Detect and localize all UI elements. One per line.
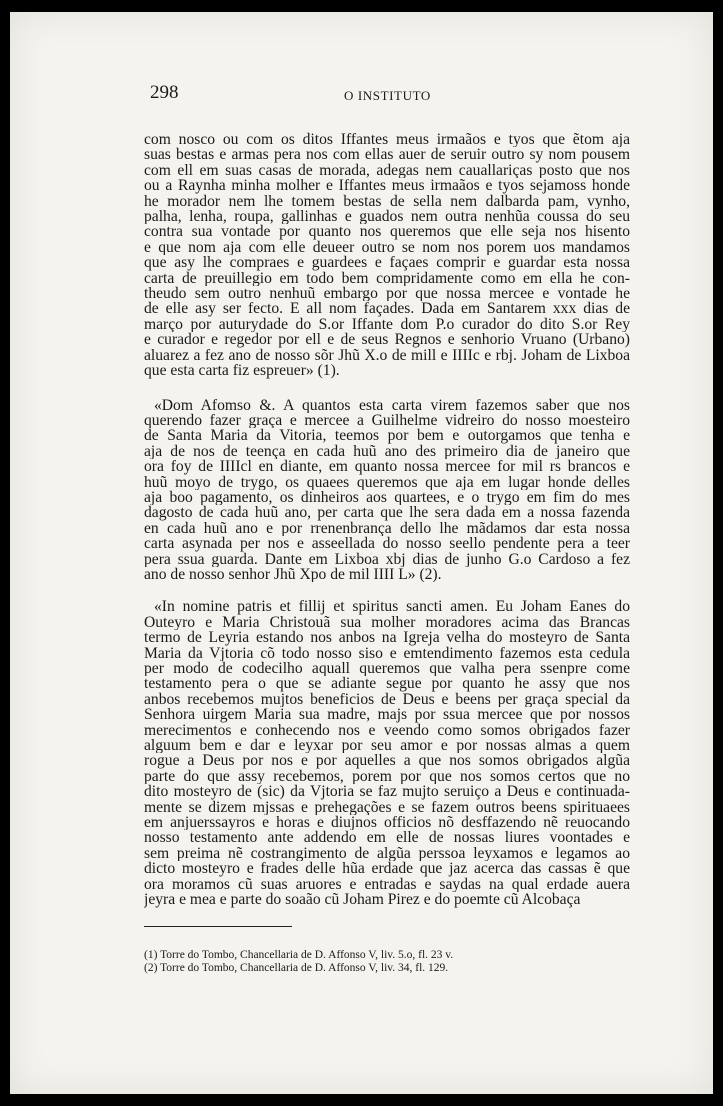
book-page bbox=[10, 12, 713, 1094]
text-line: ora foy de IIIIcl en diante, em quanto nossa mercee for mil rs brancos e bbox=[144, 459, 630, 475]
text-line: Outeyro e Maria Christouã sua molher moradores acima das Brancas bbox=[144, 614, 630, 631]
text-line: e que nom aja com elle deueer outro se nom nos porem uos mandamos bbox=[144, 239, 630, 256]
text-line: dicto mosteyro e frades delle hũa erdade que jaz acerca das cassas ẽ que bbox=[144, 861, 630, 877]
text-line: aluarez a fez ano de nosso sõr Jhũ X.o de mill e IIIIc e rbj. Joham de Lixboa bbox=[144, 347, 630, 364]
text-line: huũ moyo de trygo, os quaees queremos que aja em lugar honde delles bbox=[144, 474, 630, 490]
text-line: e curador e regedor por ell e de seus Regnos e senhorio Vruano (Urbano) bbox=[144, 332, 630, 348]
text-line: de elle asy ser fecto. E all nom façades. Dada em Santarem xxx dias de bbox=[144, 301, 630, 317]
text-line: pera ssua guarda. Dante em Lixboa xbj dias de junho G.o Cardoso a fez bbox=[144, 551, 630, 567]
text-line: dagosto de cada huũ ano, per carta que lhe sera dada em a nossa fazenda bbox=[144, 505, 630, 521]
text-line: com nosco ou com os ditos Iffantes meus irmaãos e tyos que ẽtom aja bbox=[144, 132, 630, 148]
text-line: Senhora uirgem Maria sua madre, majs por ssua mercee que por nossos bbox=[144, 707, 630, 723]
footnotes bbox=[144, 949, 630, 975]
text-line: carta asynada per nos e asseellada do nosso seello pendente pera a teer bbox=[144, 536, 630, 552]
paragraph-1 bbox=[144, 132, 630, 379]
text-line: anbos recebemos mujtos beneficios de Deus e beens per graça special da bbox=[144, 691, 630, 708]
text-line: aja boo pagamento, os dinheiros aos quartees, e o trygo em fim do mes bbox=[144, 489, 630, 506]
text-line: mente se dizem mjssas e prehegações e se fazem outros beens spirituaees bbox=[144, 799, 630, 816]
text-line: que esta carta fiz espreuer» (1). bbox=[144, 363, 340, 379]
text-line: carta de preuillegio em todo bem compridamente como em ella he con- bbox=[144, 270, 630, 287]
footnote-2: (2) Torre do Tombo, Chancellaria de D. Affonso V, liv. 34, fl. 129. bbox=[144, 961, 449, 974]
text-line: he morador nem lhe tomem bestas de sella nem dalbarda pam, vynho, bbox=[144, 193, 630, 210]
text-line: alguum bem e dar e leyxar por seu amor e por nossas almas a quem bbox=[144, 738, 630, 754]
text-line: termo de Leyria estando nos anbos na Igreja velha do mosteyro de Santa bbox=[144, 630, 630, 646]
text-line: em anjuerssayros e horas e diujnos officios nõ desffazendo nẽ reuocando bbox=[144, 815, 630, 831]
text-line: aja de nos de teença en cada huũ ano des primeiro dia de janeiro que bbox=[144, 443, 630, 460]
paragraph-2 bbox=[144, 398, 630, 583]
text-line: com ell em suas casas de morada, adegas nem cauallariças posto que nos bbox=[144, 162, 630, 179]
text-line: querendo fazer graça e mercee a Guilhelme vidreiro do nosso moesteiro bbox=[144, 412, 630, 429]
text-line: merecimentos e conhecendo nos e veendo como somos obrigados fazer bbox=[144, 722, 630, 739]
text-line: per modo de codecilho aquall queremos que valha pera ssenpre come bbox=[144, 661, 630, 677]
text-line: sem preima nẽ costrangimento de algũa perssoa leyxamos e legamos ao bbox=[144, 845, 630, 862]
footnote-1: (1) Torre do Tombo, Chancellaria de D. Affonso V, liv. 5.o, fl. 23 v. bbox=[144, 948, 454, 961]
text-line: ora moramos cũ suas aruores e entradas e saydas na qual erdade auera bbox=[144, 876, 630, 893]
text-line: rogue a Deus por nos e por aquelles a que nos somos obrigados algũa bbox=[144, 753, 630, 769]
footnote-rule bbox=[144, 926, 292, 927]
journal-title: O INSTITUTO bbox=[344, 88, 431, 103]
text-line: dito mosteyro de (sic) da Vjtoria se faz mujto seruiço a Deus e continuada- bbox=[144, 784, 630, 800]
paragraph-3 bbox=[144, 599, 630, 907]
text-line: ou a Raynha minha molher e Iffantes meus irmaãos e tyos sejamoss honde bbox=[144, 178, 630, 194]
text-line: testamento pera o que se adiante segue por quanto he assy que nos bbox=[144, 676, 630, 692]
text-line: parte do que assy recebemos, porem por que nos somos certos que no bbox=[144, 768, 630, 785]
text-line: suas bestas e armas pera nos com ellas auer de seruir outro sy nom pousem bbox=[144, 147, 630, 163]
text-line: «In nomine patris et fillij et spiritus sancti amen. Eu Joham Eanes do bbox=[154, 599, 630, 615]
text-line: ano de nosso senhor Jhũ Xpo de mil IIII L» (2). bbox=[144, 566, 442, 583]
text-line: contra sua vontade por quanto nos queremos que elle seja nos hisento bbox=[144, 224, 630, 240]
running-head bbox=[144, 82, 630, 106]
page-number: 298 bbox=[150, 82, 179, 103]
text-line: que asy lhe compraes e guardees e façaes comprir e guardar esta nossa bbox=[144, 255, 630, 271]
text-line: de Santa Maria da Vitoria, teemos por bem e outorgamos que tenha e bbox=[144, 428, 630, 444]
text-line: palha, lenha, roupa, gallinhas e guados nem outra nenhũa coussa do seu bbox=[144, 209, 630, 225]
page-content bbox=[144, 82, 630, 975]
text-line: en cada huũ ano e por rrenenbrança dello lhe mãdamos dar esta nossa bbox=[144, 520, 630, 537]
text-line: Maria da Vjtoria cõ todo nosso siso e emtendimento fazemos esta cedula bbox=[144, 645, 630, 661]
text-line: theudo sem outro nenhuũ embargo por que nossa mercee e vontade he bbox=[144, 286, 630, 302]
text-line: jeyra e mea e parte do soaão cũ Joham Pirez e do poemte cũ Alcobaça bbox=[144, 892, 581, 908]
text-line: nosso testamento ante addendo em elle de nossas liures voontades e bbox=[144, 830, 630, 846]
text-line: março por auturydade do S.or Iffante dom P.o curador do dito S.or Rey bbox=[144, 316, 630, 333]
text-line: «Dom Afomso &. A quantos esta carta virem fazemos saber que nos bbox=[154, 397, 630, 413]
